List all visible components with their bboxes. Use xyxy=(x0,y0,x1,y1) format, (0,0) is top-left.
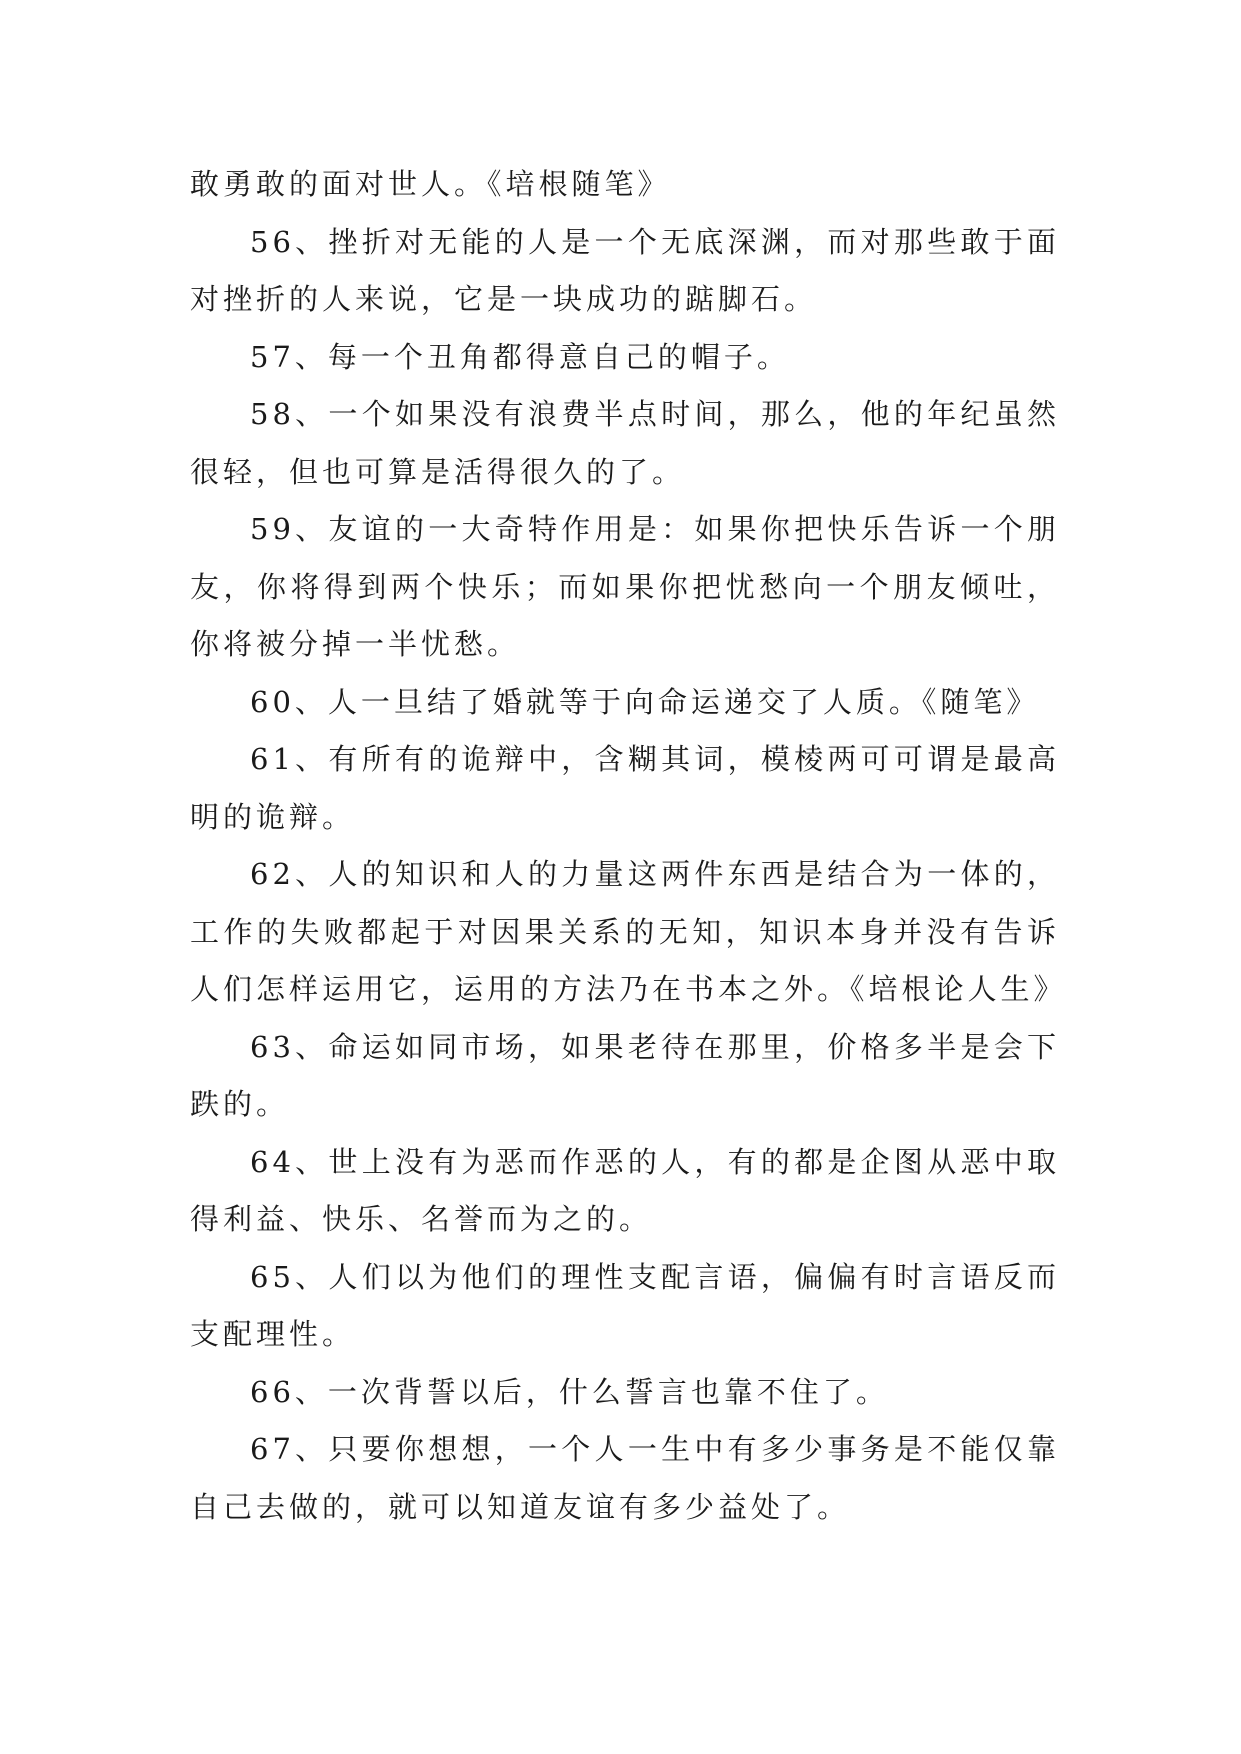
quote-item-60: 60、人一旦结了婚就等于向命运递交了人质。《随笔》 xyxy=(250,684,1040,719)
quote-item-62: 62、人的知识和人的力量这两件东西是结合为一体的，工作的失败都起于对因果关系的无知，知识本身并没有告诉人们怎样运用它，运用的方法乃在书本之外。《培根论人生》 xyxy=(190,857,1067,1006)
quote-item-56: 56、挫折对无能的人是一个无底深渊，而对那些敢于面对挫折的人来说，它是一块成功的踮脚石。 xyxy=(190,224,1060,316)
quote-item-64: 64、世上没有为恶而作恶的人，有的都是企图从恶中取得利益、快乐、名誉而为之的。 xyxy=(190,1144,1060,1236)
quote-item-61: 61、有所有的诡辩中，含糊其词，模棱两可可谓是最高明的诡辩。 xyxy=(190,742,1060,834)
quote-item-63: 63、命运如同市场，如果老待在那里，价格多半是会下跌的。 xyxy=(190,1029,1060,1121)
quote-item-59: 59、友谊的一大奇特作用是：如果你把快乐告诉一个朋友，你将得到两个快乐；而如果你把忧愁向一个朋友倾吐，你将被分掉一半忧愁。 xyxy=(190,512,1060,661)
document-body xyxy=(190,156,1067,1536)
quote-item-58: 58、一个如果没有浪费半点时间，那么，他的年纪虽然很轻，但也可算是活得很久的了。 xyxy=(190,397,1060,489)
quote-item-65: 65、人们以为他们的理性支配言语，偏偏有时言语反而支配理性。 xyxy=(190,1259,1060,1351)
quote-item-57: 57、每一个丑角都得意自己的帽子。 xyxy=(250,339,790,374)
paragraph-continuation: 敢勇敢的面对世人。《培根随笔》 xyxy=(190,167,671,201)
quote-item-67: 67、只要你想想，一个人一生中有多少事务是不能仅靠自己去做的，就可以知道友谊有多少益处了。 xyxy=(190,1432,1060,1524)
quote-item-66: 66、一次背誓以后，什么誓言也靠不住了。 xyxy=(250,1374,889,1409)
